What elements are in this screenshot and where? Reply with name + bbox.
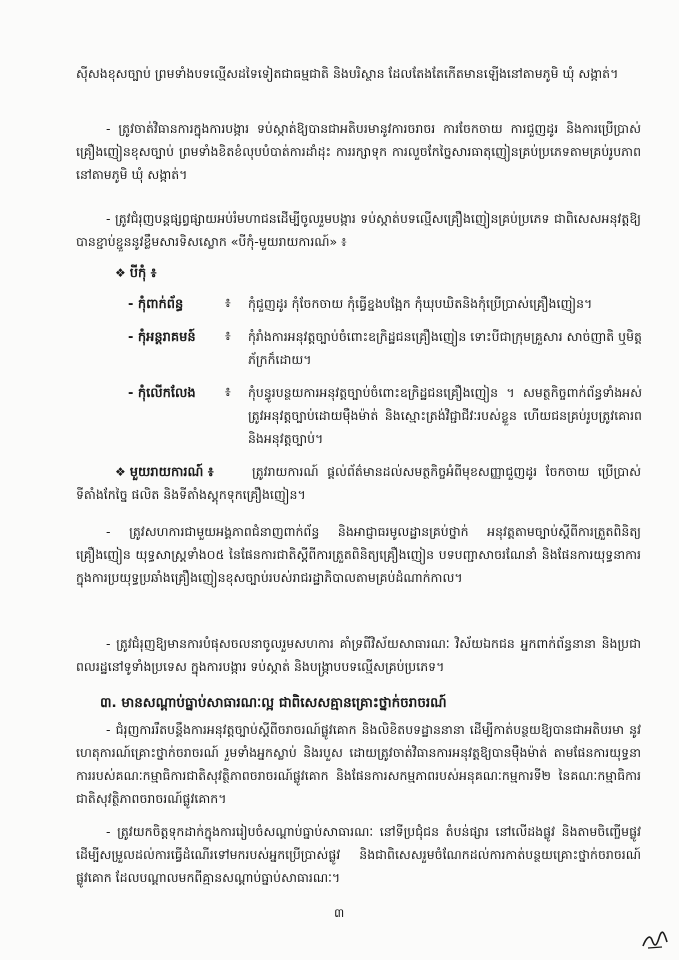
- bei-kom-heading-text: បីកុំ ៖: [129, 266, 157, 281]
- mouy-report-label: មួយរាយការណ៍ ៖: [129, 465, 214, 480]
- colon-2: ៖: [225, 329, 231, 344]
- paragraph-public-order: - ត្រូវយកចិត្តទុកដាក់ក្នុងការរៀបចំសណ្តាប់ធ្នាប់សាធារណៈ នៅទីប្រជុំជន តំបន់ផ្សារ នៅលើដងផ្លូវ និងតាមចិញ្ចើមផ្លូវ ដើម្បីសម្រួលដល់ការធ្វើដំណើរទៅមករបស់អ្នកប្រើប្រាស់ផ្លូវ និងជាពិសេសរួមចំណែកដល់ការកាត់បន្ថយគ្រោះថ្នាក់ចរាចរណ៍ផ្លូវគោក ដែលបណ្តាលមកពីគ្មានសណ្តាប់ធ្នាប់សាធារណៈ។: [76, 824, 641, 885]
- paragraph-cooperation: - ត្រូវសហការជាមួយអង្គភាពជំនាញពាក់ព័ន្ធ និងអាជ្ញាធរមូលដ្ឋានគ្រប់ថ្នាក់ អនុវត្តតាមច្បាប់ស្តីពីការត្រួតពិនិត្យគ្រឿងញៀន យុទ្ធសាស្ត្រទាំង០៥ នៃផែនការជាតិស្តីពីការត្រួតពិនិត្យគ្រឿងញៀន បទបញ្ជាសាចរណែនាំ និងផែនការយុទ្ធនាការក្នុងការប្រយុទ្ធប្រឆាំងគ្រឿងញៀនខុសច្បាប់របស់រាជរដ្ឋាភិបាលតាមគ្រប់ដំណាក់កាល។: [76, 524, 641, 585]
- paragraph-report: ត្រូវរាយការណ៍ ផ្តល់ព័ត៌មានដល់សមត្ថកិច្ចអំពីមុខសញ្ញាជួញដូរ ចែកចាយ ប្រើប្រាស់ ទីតាំងកែច្នៃ ផលិត និងទីតាំងស្តុកទុកគ្រឿងញៀន។: [76, 464, 641, 502]
- diamond-bullet-icon-2: ❖: [115, 465, 126, 479]
- colon-3: ៖: [225, 385, 231, 400]
- initial-signature-icon: [640, 928, 670, 952]
- paragraph-intro: ស៊ីសង​ខុសច្បាប់ ព្រមទាំងបទល្មើសដទៃទៀតជាធម្មជាតិ និងបរិស្ថាន ដែលតែងតែកើតមានឡើងនៅតាមភូមិ ឃុំ សង្កាត់។: [76, 66, 619, 81]
- colon-1: ៖: [225, 296, 231, 311]
- section-3-heading: ៣. មានសណ្តាប់ធ្នាប់សាធារណៈល្អ ជាពិសេសគ្មានគ្រោះថ្នាក់ចរាចរណ៍: [100, 695, 447, 711]
- paragraph-measures: - ត្រូវចាត់វិធានការក្នុងការបង្ការ ទប់ស្កាត់ឱ្យបានជាអតិបរមានូវការចរាចរ ការចែកចាយ ការជួញដូរ និងការប្រើប្រាស់គ្រឿងញៀនខុសច្បាប់ ព្រមទាំងខិតខំលុបបំបាត់ការដាំដុះ ការរក្សាទុក ការលួចកែច្នៃសារធាតុញៀនគ្រប់ប្រភេទតាមគ្រប់រូបភាពនៅតាមភូមិ ឃុំ សង្កាត់។: [76, 121, 641, 182]
- diamond-bullet-icon: ❖: [115, 266, 126, 280]
- bei-kom-item-label-1: - កុំពាក់ព័ន្ធ: [128, 297, 184, 312]
- bei-kom-item-label-2: - កុំអន្តរាគមន៍: [128, 330, 196, 345]
- paragraph-education: - ត្រូវជំរុញបន្តផ្សព្វផ្សាយអប់រំមហាជនដើម្បីចូលរួមបង្ការ ទប់ស្កាត់បទល្មើសគ្រឿងញៀនគ្រប់ប្រភេទ ជាពិសេសអនុវត្តឱ្យបានខ្ជាប់ខ្ជួននូវខ្លឹមសារទិសស្លោក «បីកុំ-មួយរាយការណ៍» ៖: [76, 211, 641, 249]
- paragraph-participation: - ត្រូវជំរុញឱ្យមានការបំផុសចលនាចូលរួមសហការ គាំទ្រពីវិស័យសាធារណៈ វិស័យឯកជន អ្នកពាក់ព័ន្ធនានា និងប្រជាពលរដ្ឋនៅទូទាំងប្រទេស ក្នុងការបង្ការ ទប់ស្កាត់ និងបង្ក្រាបបទល្មើសគ្រប់ប្រភេទ។: [76, 636, 641, 674]
- paragraph-traffic: - ជំរុញការរឹតបន្តឹងការអនុវត្តច្បាប់ស្តីពីចរាចរណ៍ផ្លូវគោក និងលិខិតបទដ្ឋាននានា ដើម្បីកាត់បន្ថយឱ្យបានជាអតិបរមា នូវហេតុការណ៍គ្រោះថ្នាក់ចរាចរណ៍ រួមទាំងអ្នកស្លាប់ និងរបួស ដោយត្រូវចាត់វិធានការអនុវត្តឱ្យបានម៉ឺងម៉ាត់ តាមផែនការយុទ្ធនាការរបស់គណៈកម្មាធិការជាតិសុវត្ថិភាពចរាចរណ៍ផ្លូវគោក និងផែនការសកម្មភាពរបស់អនុគណៈកម្មការទី២ នៃគណៈកម្មាធិការជាតិសុវត្ថិភាពចរាចរណ៍ផ្លូវគោក។: [76, 722, 641, 806]
- item-label-text-1: កុំពាក់ព័ន្ធ: [137, 297, 184, 312]
- bei-kom-item-text-1: កុំជួញដូរ កុំចែកចាយ កុំធ្វើខ្នងបង្អែក កុំឃុបឃិតនិងកុំប្រើប្រាស់គ្រឿងញៀន។: [248, 296, 593, 311]
- bei-kom-item-text-2: កុំរាំងការអនុវត្តច្បាប់ចំពោះឧក្រិដ្ឋជនគ្រឿងញៀន ទោះបីជាក្រុមគ្រួសារ សាច់ញាតិ ឬមិត្តភ័ក្រក៏ដោយ។: [248, 329, 642, 367]
- bei-kom-item-label-3: - កុំលើកលែង: [128, 386, 196, 401]
- bei-kom-heading: [115, 262, 157, 285]
- item-label-text-3: កុំលើកលែង: [137, 386, 196, 401]
- page-number: ៣: [334, 906, 345, 920]
- bei-kom-item-text-3: កុំបន្ធូរបន្ថយការអនុវត្តច្បាប់ចំពោះឧក្រិដ្ឋជនគ្រឿងញៀន ។ សមត្ថកិច្ចពាក់ព័ន្ធទាំងអស់ត្រូវអនុវត្តច្បាប់ដោយម៉ឺងម៉ាត់ និងស្មោះត្រង់វិជ្ជាជីវៈរបស់ខ្លួន ហើយជនគ្រប់រូបត្រូវគោរព និងអនុវត្តច្បាប់។: [248, 385, 642, 446]
- item-label-text-2: កុំអន្តរាគមន៍: [137, 330, 196, 345]
